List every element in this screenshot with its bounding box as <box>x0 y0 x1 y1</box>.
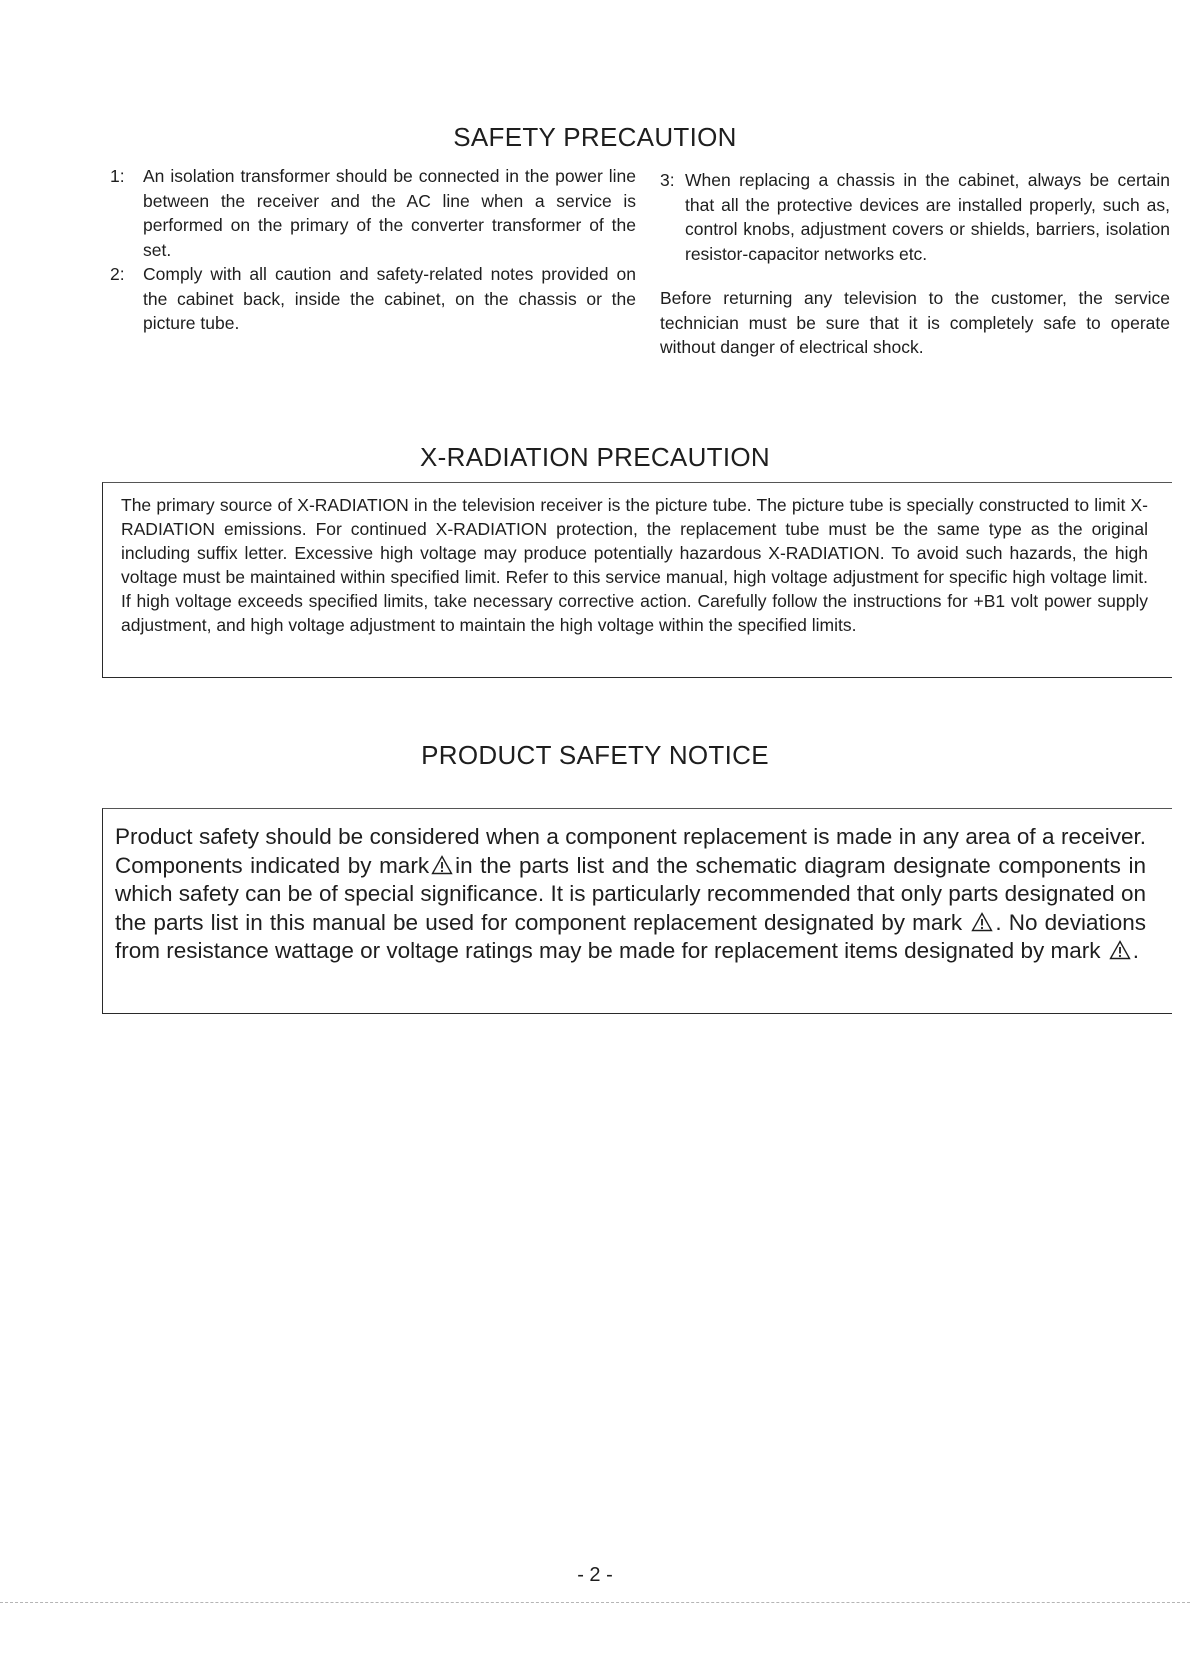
safety-precaution-title: SAFETY PRECAUTION <box>453 122 737 152</box>
product-safety-text <box>115 823 1146 966</box>
warning-triangle-icon <box>431 855 453 875</box>
safety-item-3 <box>660 168 1170 266</box>
product-safety-notice-title: PRODUCT SAFETY NOTICE <box>421 740 769 770</box>
product-text-part-2: in the parts list and the schematic diagram designate components in which safety can be of special significance. It is particularly recommended that only parts designated on the parts list in this manual be used for component replacement designated by mark <box>115 852 1146 935</box>
xradiation-notice-box <box>102 482 1172 678</box>
safety-item-number: 3: <box>660 170 675 190</box>
safety-item-number: 1: <box>110 166 125 186</box>
safety-closing-paragraph: Before returning any television to the customer, the service technician must be sure that it is completely safe to operate without danger of electrical shock. <box>660 288 1170 357</box>
safety-item-2 <box>110 262 636 336</box>
warning-triangle-icon <box>971 912 993 932</box>
safety-item-text: When replacing a chassis in the cabinet, always be certain that all the protective devices are installed properly, such as, control knobs, adjustment covers or shields, barriers, isolation resistor-capacitor networks etc. <box>685 170 1170 264</box>
bottom-divider <box>0 1602 1190 1603</box>
safety-item-text: An isolation transformer should be connected in the power line between the receiver and the AC line when a service is performed on the primary of the converter transformer of the set. <box>143 166 636 260</box>
page-number: - 2 - <box>577 1564 613 1586</box>
warning-triangle-icon <box>1109 940 1131 960</box>
xradiation-text: The primary source of X-RADIATION in the television receiver is the picture tube. The picture tube is specially constructed to limit X-RADIATION emissions. For continued X-RADIATION protection, the replacement tube must be the same type as the original including suffix letter. Excessive high voltage may produce potentially hazardous X-RADIATION. To avoid such hazards, the high voltage must be maintained within specified limit. Refer to this service manual, high voltage adjustment for specific high voltage limit. If high voltage exceeds specified limits, take necessary corrective action. Carefully follow the instructions for +B1 volt power supply adjustment, and high voltage adjustment to maintain the high voltage within the specified limits. <box>121 495 1148 635</box>
product-text-part-3: . No deviations from resistance wattage or voltage ratings may be made for replacement items designated by mark <box>115 909 1146 963</box>
safety-item-text: Comply with all caution and safety-related notes provided on the cabinet back, inside the cabinet, on the chassis or the picture tube. <box>143 264 636 333</box>
safety-item-number: 2: <box>110 264 125 284</box>
safety-right-column <box>660 168 1170 377</box>
safety-item-1 <box>110 164 636 262</box>
safety-left-column <box>110 164 636 336</box>
product-text-part-4: . <box>1132 938 1139 963</box>
product-safety-notice-box <box>102 808 1172 1014</box>
xradiation-precaution-title: X-RADIATION PRECAUTION <box>420 442 770 472</box>
product-text-part-1: Product safety should be considered when a component replacement is made in any area of a receiver. Components indicated by mark <box>115 824 1146 878</box>
